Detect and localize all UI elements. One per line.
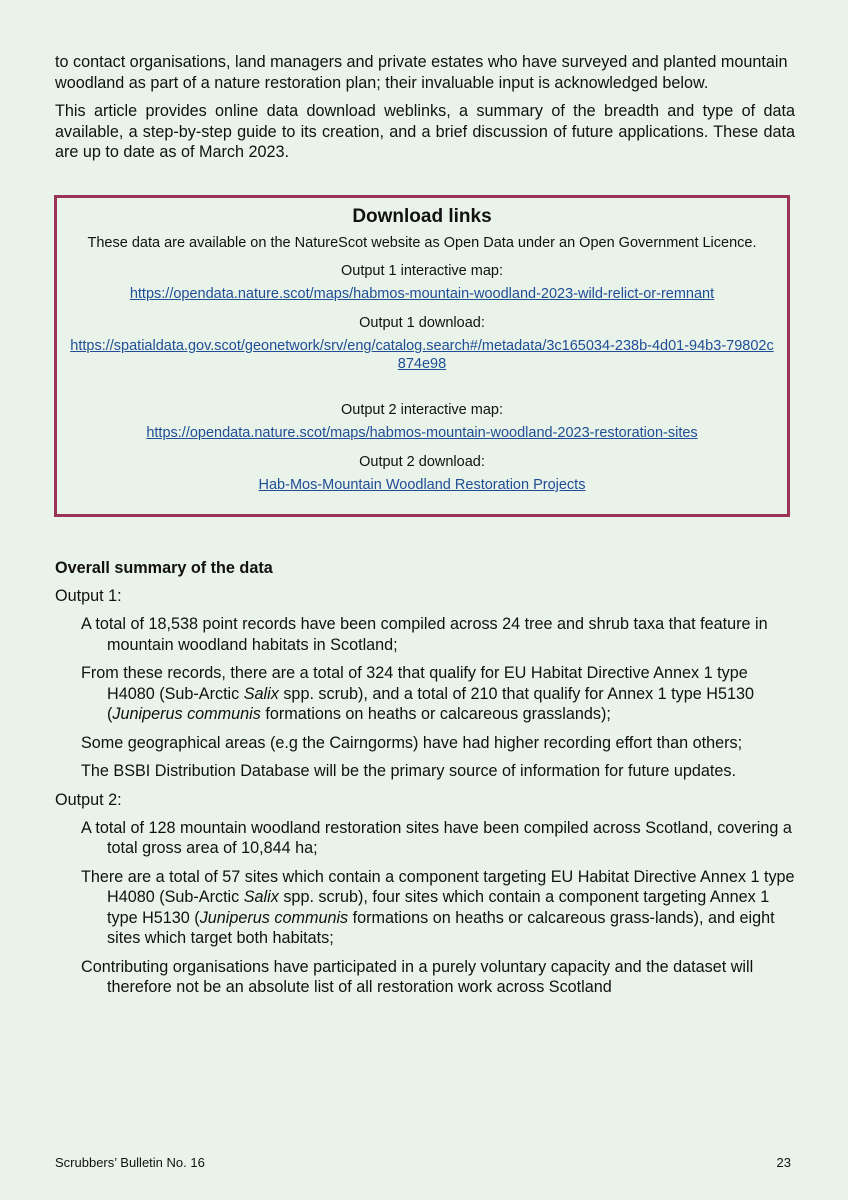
output2-map-link[interactable]: https://opendata.nature.scot/maps/habmos-mountain-woodland-2023-restoration-sites <box>146 425 698 441</box>
intro-paragraph-1: to contact organisations, land managers and private estates who have surveyed and planted mountain woodland as part of a nature restoration plan; their invaluable input is acknowledged below. <box>55 53 788 92</box>
output1-item: A total of 18,538 point records have been compiled across 24 tree and shrub taxa that feature in mountain woodland habitats in Scotland; <box>81 615 768 654</box>
output2-label: Output 2: <box>55 790 122 809</box>
output1-map-link[interactable]: https://opendata.nature.scot/maps/habmos-mountain-woodland-2023-wild-relict-or-remnant <box>129 286 715 302</box>
intro-text <box>55 52 795 163</box>
output1-item: From these records, there are a total of 324 that qualify for EU Habitat Directive Annex 1 type H4080 (Sub-Arctic Salix spp. scrub), and a total of 210 that qualify for Annex 1 type H5130 (Juniperus communis formations on heaths or calcareous grasslands); <box>81 664 754 723</box>
download-description: These data are available on the NatureScot website as Open Data under an Open Government Licence. <box>87 235 757 251</box>
output2-map-label: Output 2 interactive map: <box>341 402 503 418</box>
output2-download-link[interactable]: Hab-Mos-Mountain Woodland Restoration Projects <box>258 477 586 493</box>
summary-heading: Overall summary of the data <box>55 559 273 577</box>
output2-item: Contributing organisations have participated in a purely voluntary capacity and the dataset will therefore not be an absolute list of all restoration work across Scotland <box>81 957 754 996</box>
footer-publication: Scrubbers’ Bulletin No. 16 <box>55 1155 205 1170</box>
output1-map-label: Output 1 interactive map: <box>341 263 503 279</box>
output1-download-link[interactable]: https://spatialdata.gov.scot/geonetwork/srv/eng/catalog.search#/metadata/3c165034-238b-4d01-94b3-79802c874e98 <box>70 338 774 372</box>
output1-item: The BSBI Distribution Database will be the primary source of information for future updates. <box>81 762 737 780</box>
download-links-box <box>54 195 790 517</box>
output1-download-label: Output 1 download: <box>359 315 485 331</box>
footer-page-number: 23 <box>776 1155 791 1170</box>
download-links-title: Download links <box>352 206 492 227</box>
output2-item: A total of 128 mountain woodland restoration sites have been compiled across Scotland, covering a total gross area of 10,844 ha; <box>81 818 792 857</box>
output1-label: Output 1: <box>55 587 122 605</box>
output1-item: Some geographical areas (e.g the Cairngorms) have had higher recording effort than others; <box>81 733 743 752</box>
output2-download-label: Output 2 download: <box>359 454 485 470</box>
output2-item: There are a total of 57 sites which contain a component targeting EU Habitat Directive Annex 1 type H4080 (Sub-Arctic Salix spp. scrub), four sites which contain a component targeting Annex 1 type H5130 (Juniperus communis formations on heaths or calcareous grass-lands), and eight sites which target both habitats; <box>81 867 795 947</box>
data-summary-section <box>55 558 795 1006</box>
intro-paragraph-2: This article provides online data download weblinks, a summary of the breadth and type of data available, a step-by-step guide to its creation, and a brief discussion of future applications. These data are up to date as of March 2023. <box>55 102 795 161</box>
